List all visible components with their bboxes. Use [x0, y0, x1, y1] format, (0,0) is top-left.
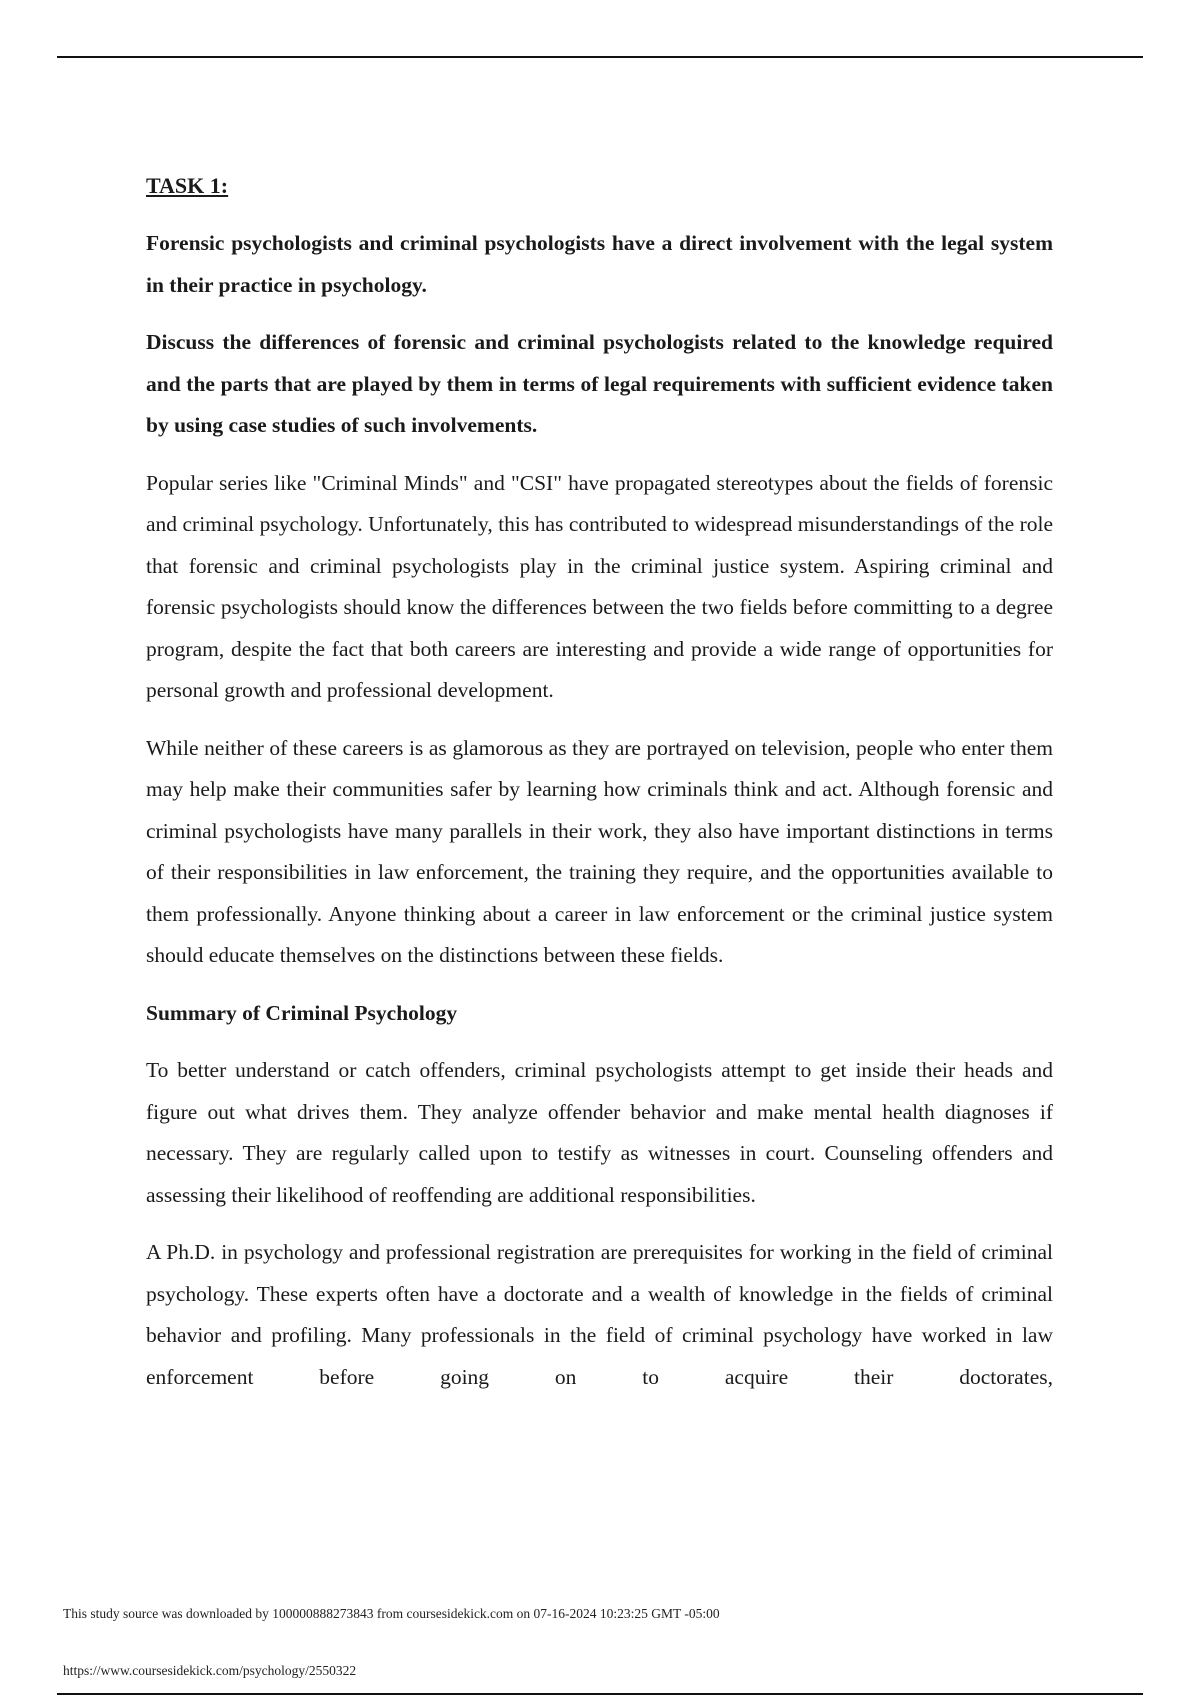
body-paragraph: While neither of these careers is as glamorous as they are portrayed on television, people who enter them may help make their communities safer by learning how criminals think and act. Although forensic and criminal psychologists have many parallels in their work, they also have important distinctions in terms of their responsibilities in law enforcement, the training they require, and the opportunities available to them professionally. Anyone thinking about a career in law enforcement or the criminal justice system should educate themselves on the distinctions between these fields.: [146, 735, 1053, 967]
download-notice: This study source was downloaded by 100000888273843 from coursesidekick.com on 07-16-2024 10:23:25 GMT -05:00: [63, 1606, 720, 1621]
source-url[interactable]: https://www.coursesidekick.com/psychology/2550322: [63, 1663, 357, 1678]
top-rule: [57, 56, 1143, 58]
prompt-question: Discuss the differences of forensic and criminal psychologists related to the knowledge required and the parts that are played by them in terms of legal requirements with sufficient evidence taken by using case studies of such involvements.: [146, 330, 1053, 437]
task-heading: TASK 1:: [146, 173, 229, 198]
body-paragraph: Popular series like "Criminal Minds" and "CSI" have propagated stereotypes about the fields of forensic and criminal psychology. Unfortunately, this has contributed to widespread misunderstandings of the role that forensic and criminal psychologists play in the criminal justice system. Aspiring criminal and forensic psychologists should know the differences between the two fields before committing to a degree program, despite the fact that both careers are interesting and provide a wide range of opportunities for personal growth and professional development.: [146, 470, 1053, 702]
document-body: [146, 168, 1053, 1414]
section-paragraph: A Ph.D. in psychology and professional registration are prerequisites for working in the field of criminal psychology. These experts often have a doctorate and a wealth of knowledge in the fields of criminal behavior and profiling. Many professionals in the field of criminal psychology have worked in law enforcement before going on to acquire their doctorates,: [146, 1240, 1053, 1389]
bottom-rule: [57, 1693, 1143, 1695]
prompt-statement: Forensic psychologists and criminal psychologists have a direct involvement with the legal system in their practice in psychology.: [146, 231, 1053, 297]
section-heading: Summary of Criminal Psychology: [146, 1000, 458, 1025]
section-paragraph: To better understand or catch offenders, criminal psychologists attempt to get inside their heads and figure out what drives them. They analyze offender behavior and make mental health diagnoses if necessary. They are regularly called upon to testify as witnesses in court. Counseling offenders and assessing their likelihood of reoffending are additional responsibilities.: [146, 1058, 1053, 1207]
